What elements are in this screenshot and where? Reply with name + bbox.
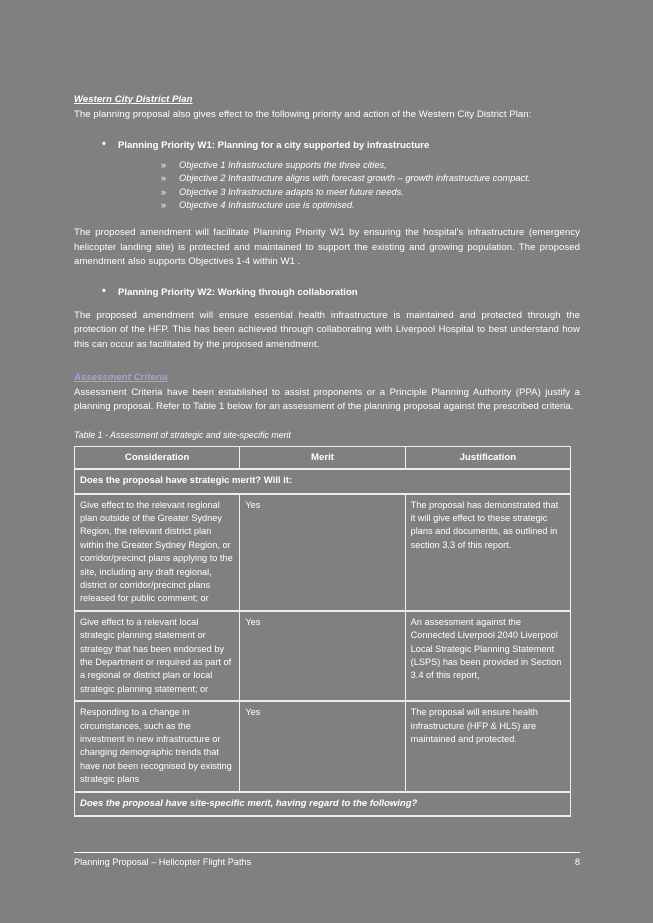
page-content <box>74 94 580 817</box>
table-header-row <box>75 446 571 469</box>
cell-justification: An assessment against the Connected Liverpool 2040 Liverpool Local Strategic Planning Statement (LSPS) has been provided in Section 3.4 of this report, <box>405 611 570 701</box>
cell-consideration: Give effect to a relevant local strategic planning statement or strategy that has been endorsed by the Department or required as part of a regional or district plan or local strategic planning statement; or <box>75 611 240 701</box>
paragraph-assessment-criteria: Assessment Criteria have been established to assist proponents or a Principle Planning Authority (PPA) justify a planning proposal. Refer to Table 1 below for an assessment of the planning proposal against the prescribed criteria. <box>74 386 580 413</box>
spacer <box>74 276 580 285</box>
heading-western-city-district-plan: Western City District Plan <box>74 94 193 105</box>
column-header-consideration: Consideration <box>75 446 240 469</box>
spacer <box>74 359 580 372</box>
cell-merit: Yes <box>240 494 405 611</box>
paragraph-w2-justification: The proposed amendment will ensure essential health infrastructure is maintained and protected through the protection of the HFP. This has been achieved through collaborating with Liverpool Hospital to best understand how this can occur as facilitated by the proposed amendment. <box>74 309 580 350</box>
footer-page-number: 8 <box>574 857 580 867</box>
objective-item: » Objective 4 Infrastructure use is optimised. <box>74 199 580 213</box>
objective-item: » Objective 2 Infrastructure aligns with forecast growth – growth infrastructure compact. <box>74 172 580 186</box>
table-row <box>75 701 571 791</box>
assessment-table <box>74 446 571 817</box>
bullet-planning-priority-w1: • Planning Priority W1: Planning for a city supported by infrastructure <box>74 138 580 153</box>
paragraph-intro: The planning proposal also gives effect to the following priority and action of the Western City District Plan: <box>74 109 532 120</box>
page-footer <box>74 852 580 867</box>
list-priority-w1 <box>74 138 580 153</box>
list-objectives-w1 <box>74 159 580 213</box>
table-section-row-strategic-merit <box>75 469 571 493</box>
objective-item: » Objective 1 Infrastructure supports the three cities, <box>74 159 580 173</box>
table-body <box>75 469 571 816</box>
table-caption: Table 1 - Assessment of strategic and site-specific merit <box>74 429 291 440</box>
paragraph-w1-justification: The proposed amendment will facilitate Planning Priority W1 by ensuring the hospital's infrastructure (emergency helicopter landing site) is protected and maintained to support the existing and growing population. The proposed amendment also supports Objectives 1-4 within W1 . <box>74 226 580 268</box>
table-row <box>75 611 571 701</box>
list-priority-w2 <box>74 285 580 300</box>
cell-merit: Yes <box>240 701 405 791</box>
cell-consideration: Give effect to the relevant regional plan outside of the Greater Sydney Region, the relevant district plan within the Greater Sydney Region, or corridor/precinct plans applying to the site, including any draft regional, district or corridor/precinct plans released for public comment; or <box>75 494 240 611</box>
spacer <box>74 129 580 138</box>
footer-title: Planning Proposal – Helicopter Flight Paths <box>74 857 252 867</box>
spacer <box>74 421 580 430</box>
table-section-row-site-specific-merit <box>75 792 571 816</box>
cell-consideration: Responding to a change in circumstances, such as the investment in new infrastructure or changing demographic trends that have not been recognised by existing strategic plans <box>75 701 240 791</box>
column-header-justification: Justification <box>405 446 570 469</box>
cell-justification: The proposal will ensure health infrastructure (HFP & HLS) are maintained and protected. <box>405 701 570 791</box>
heading-assessment-criteria: Assessment Criteria <box>74 371 168 383</box>
cell-justification: The proposal has demonstrated that it will give effect to these strategic plans and documents, as outlined in section 3.3 of this report. <box>405 494 570 611</box>
spacer <box>74 213 580 226</box>
section-label-strategic-merit: Does the proposal have strategic merit? Will it: <box>75 469 571 493</box>
table-row <box>75 494 571 611</box>
section-label-site-specific-merit: Does the proposal have site-specific merit, having regard to the following? <box>75 792 571 816</box>
spacer <box>74 300 580 309</box>
objective-item: » Objective 3 Infrastructure adapts to meet future needs. <box>74 186 580 200</box>
column-header-merit: Merit <box>240 446 405 469</box>
bullet-planning-priority-w2: • Planning Priority W2: Working through collaboration <box>74 285 580 300</box>
table-head <box>75 446 571 469</box>
cell-merit: Yes <box>240 611 405 701</box>
